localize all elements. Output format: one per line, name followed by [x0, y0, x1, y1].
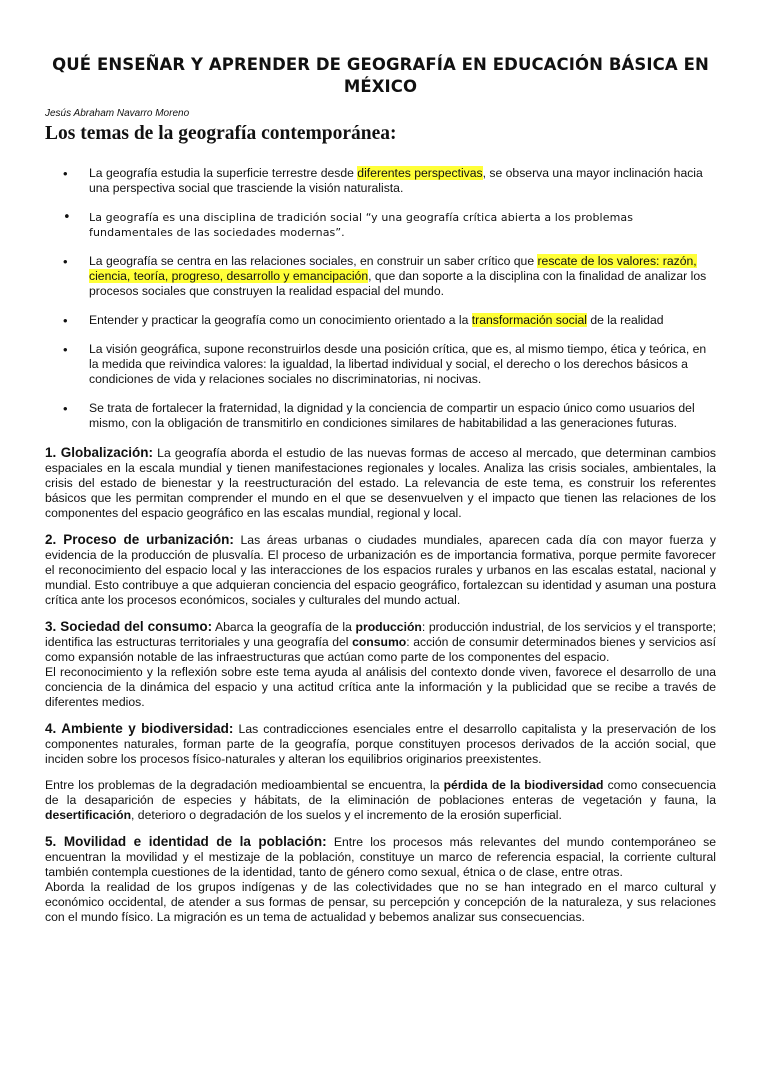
section-urbanizacion [45, 532, 716, 608]
paragraph: El reconocimiento y la reflexión sobre este tema ayuda al análisis del contexto donde viven, favorece el desarrollo de una conciencia de la dinámica del espacio y una actitud crítica ante la información y la publicidad que se recibe a través de diferentes medios. [45, 665, 716, 709]
bullet-item [45, 210, 716, 240]
bullet-text: La visión geográfica, supone reconstruirlos desde una posición crítica, que es, al mismo tiempo, ética y teórica, en la medida que reivindica valores: la igualdad, la libertad individual y social, el derecho o los derechos básicos a condiciones de vida y relaciones sociales no discriminatorias, ni nocivas. [89, 342, 707, 386]
section-text: : producción industrial, de los servicios y el transporte; identifica las estructuras territoriales y una geografía del [45, 620, 716, 649]
section-heading: 1. Globalización: [45, 445, 154, 460]
section-text: : acción de consumir determinados bienes y servicios así como expansión notable de las infraestructuras que actúan como parte de los componentes del espacio. [45, 635, 716, 664]
section-heading: 2. Proceso de urbanización: [45, 532, 234, 547]
paragraph [45, 532, 716, 608]
bullet-text: Entender y practicar la geografía como un conocimiento orientado a la [89, 313, 472, 327]
section-text: Entre los procesos más relevantes del mundo contemporáneo se encuentran la movilidad y el mestizaje de la población, constituye un marco de referencia espacial, la corriente cultural también contempla cuestiones de la identidad, tanto de género como sexual, étnica o de clase, entre otras. [45, 835, 716, 879]
paragraph: Aborda la realidad de los grupos indígenas y de las colectividades que no se han integrado en el marco cultural y económico occidental, de atender a sus formas de pensar, su percepción y concepción de la naturaleza, y sus relaciones con el mundo físico. La migración es un tema de actualidad y bebemos analizar sus consecuencias. [45, 880, 716, 924]
bullet-text: , que dan soporte a la disciplina con la finalidad de analizar los procesos sociales que construyen la realidad espacial del mundo. [89, 269, 707, 298]
bullet-text: La geografía estudia la superficie terrestre desde [89, 166, 358, 180]
section-text: como consecuencia de la desaparición de especies y hábitats, de la eliminación de poblaciones enteras de vegetación y fauna, la [45, 778, 717, 807]
section-subtitle: Los temas de la geografía contemporánea: [45, 123, 397, 144]
bullet-text: Se trata de fortalecer la fraternidad, la dignidad y la conciencia de compartir un espacio único como usuarios del mismo, con la obligación de transmitirlo en condiciones similares de habitabilidad a las generaciones futuras. [89, 401, 695, 430]
bold-term: consumo [352, 635, 407, 649]
document-page [0, 54, 768, 1078]
paragraph [45, 834, 716, 880]
highlighted-text: rescate de los valores: razón, ciencia, teoría, progreso, desarrollo y emancipación [89, 254, 697, 283]
bullet-item [45, 254, 716, 299]
bullet-text: La geografía se centra en las relaciones sociales, en construir un saber crítico que [89, 254, 538, 268]
bullet-text: La geografía es una disciplina de tradición social “y una geografía crítica abierta a los problemas fundamentales de las sociedades modernas”. [89, 211, 634, 239]
section-heading: 4. Ambiente y biodiversidad: [45, 721, 234, 736]
highlighted-text: transformación social [471, 313, 587, 327]
bullet-item [45, 342, 716, 387]
bold-term: desertificación [45, 808, 132, 822]
bullet-text: , se observa una mayor inclinación hacia una perspectiva social que trasciende la visión naturalista. [89, 166, 703, 195]
author-name: Jesús Abraham Navarro Moreno [45, 108, 190, 119]
section-text: La geografía aborda el estudio de las nuevas formas de acceso al mercado, que determinan cambios espaciales en la escala mundial y tienen manifestaciones regionales y locales. Analiza las crisis sociales, ambientales, la crisis del estado de bienestar y la reestructuración del estado. La relevancia de este tema, es construir los referentes básicos que les permitan comprender el mundo en el que se desenvuelven y el impacto que tienen las relaciones de los componentes del espacio geográfico en las escalas mundial, regional y local. [45, 446, 716, 520]
highlighted-text: diferentes perspectivas [357, 166, 483, 180]
section-text: Entre los problemas de la degradación medioambiental se encuentra, la [45, 778, 444, 792]
bullet-item [45, 166, 716, 196]
paragraph [45, 445, 716, 521]
bullet-item [45, 401, 716, 431]
section-ambiente [45, 721, 716, 823]
paragraph [45, 778, 716, 823]
bullet-item [45, 313, 716, 328]
bold-term: pérdida de la biodiversidad [443, 778, 604, 792]
paragraph [45, 721, 716, 767]
section-globalizacion [45, 445, 716, 521]
section-text: Las contradicciones esenciales entre el desarrollo capitalista y la preservación de los componentes naturales, forman parte de la geografía, porque constituyen procesos derivados de la acción social, que inciden sobre los procesos físico-naturales y alteran los equilibrios originarios preexistentes. [45, 722, 716, 766]
bold-term: producción [355, 620, 422, 634]
section-consumo [45, 619, 716, 710]
section-text: Abarca la geografía de la [212, 620, 356, 634]
section-text: Las áreas urbanas o ciudades mundiales, aparecen cada día con mayor fuerza y evidencia de la producción de plusvalía. El proceso de urbanización es de importancia formativa, porque permite favorecer el reconocimiento del espacio local y las interacciones de los espacios rurales y urbanos en las escalas estatal, nacional y mundial. Esto contribuye a que adquieran conciencia del espacio geográfico, fortalezcan su identidad y asuman una postura crítica ante los procesos económicos, sociales y culturales del mundo actual. [45, 533, 716, 607]
bullet-list [45, 166, 716, 431]
paragraph [45, 619, 716, 665]
section-movilidad [45, 834, 716, 925]
section-heading: 5. Movilidad e identidad de la población: [45, 834, 327, 849]
section-text: , deterioro o degradación de los suelos y el incremento de la erosión superficial. [131, 808, 562, 822]
bullet-text: de la realidad [586, 313, 664, 327]
document-title: QUÉ ENSEÑAR Y APRENDER DE GEOGRAFÍA EN EDUCACIÓN BÁSICA EN MÉXICO [52, 55, 709, 96]
section-heading: 3. Sociedad del consumo: [45, 619, 213, 634]
